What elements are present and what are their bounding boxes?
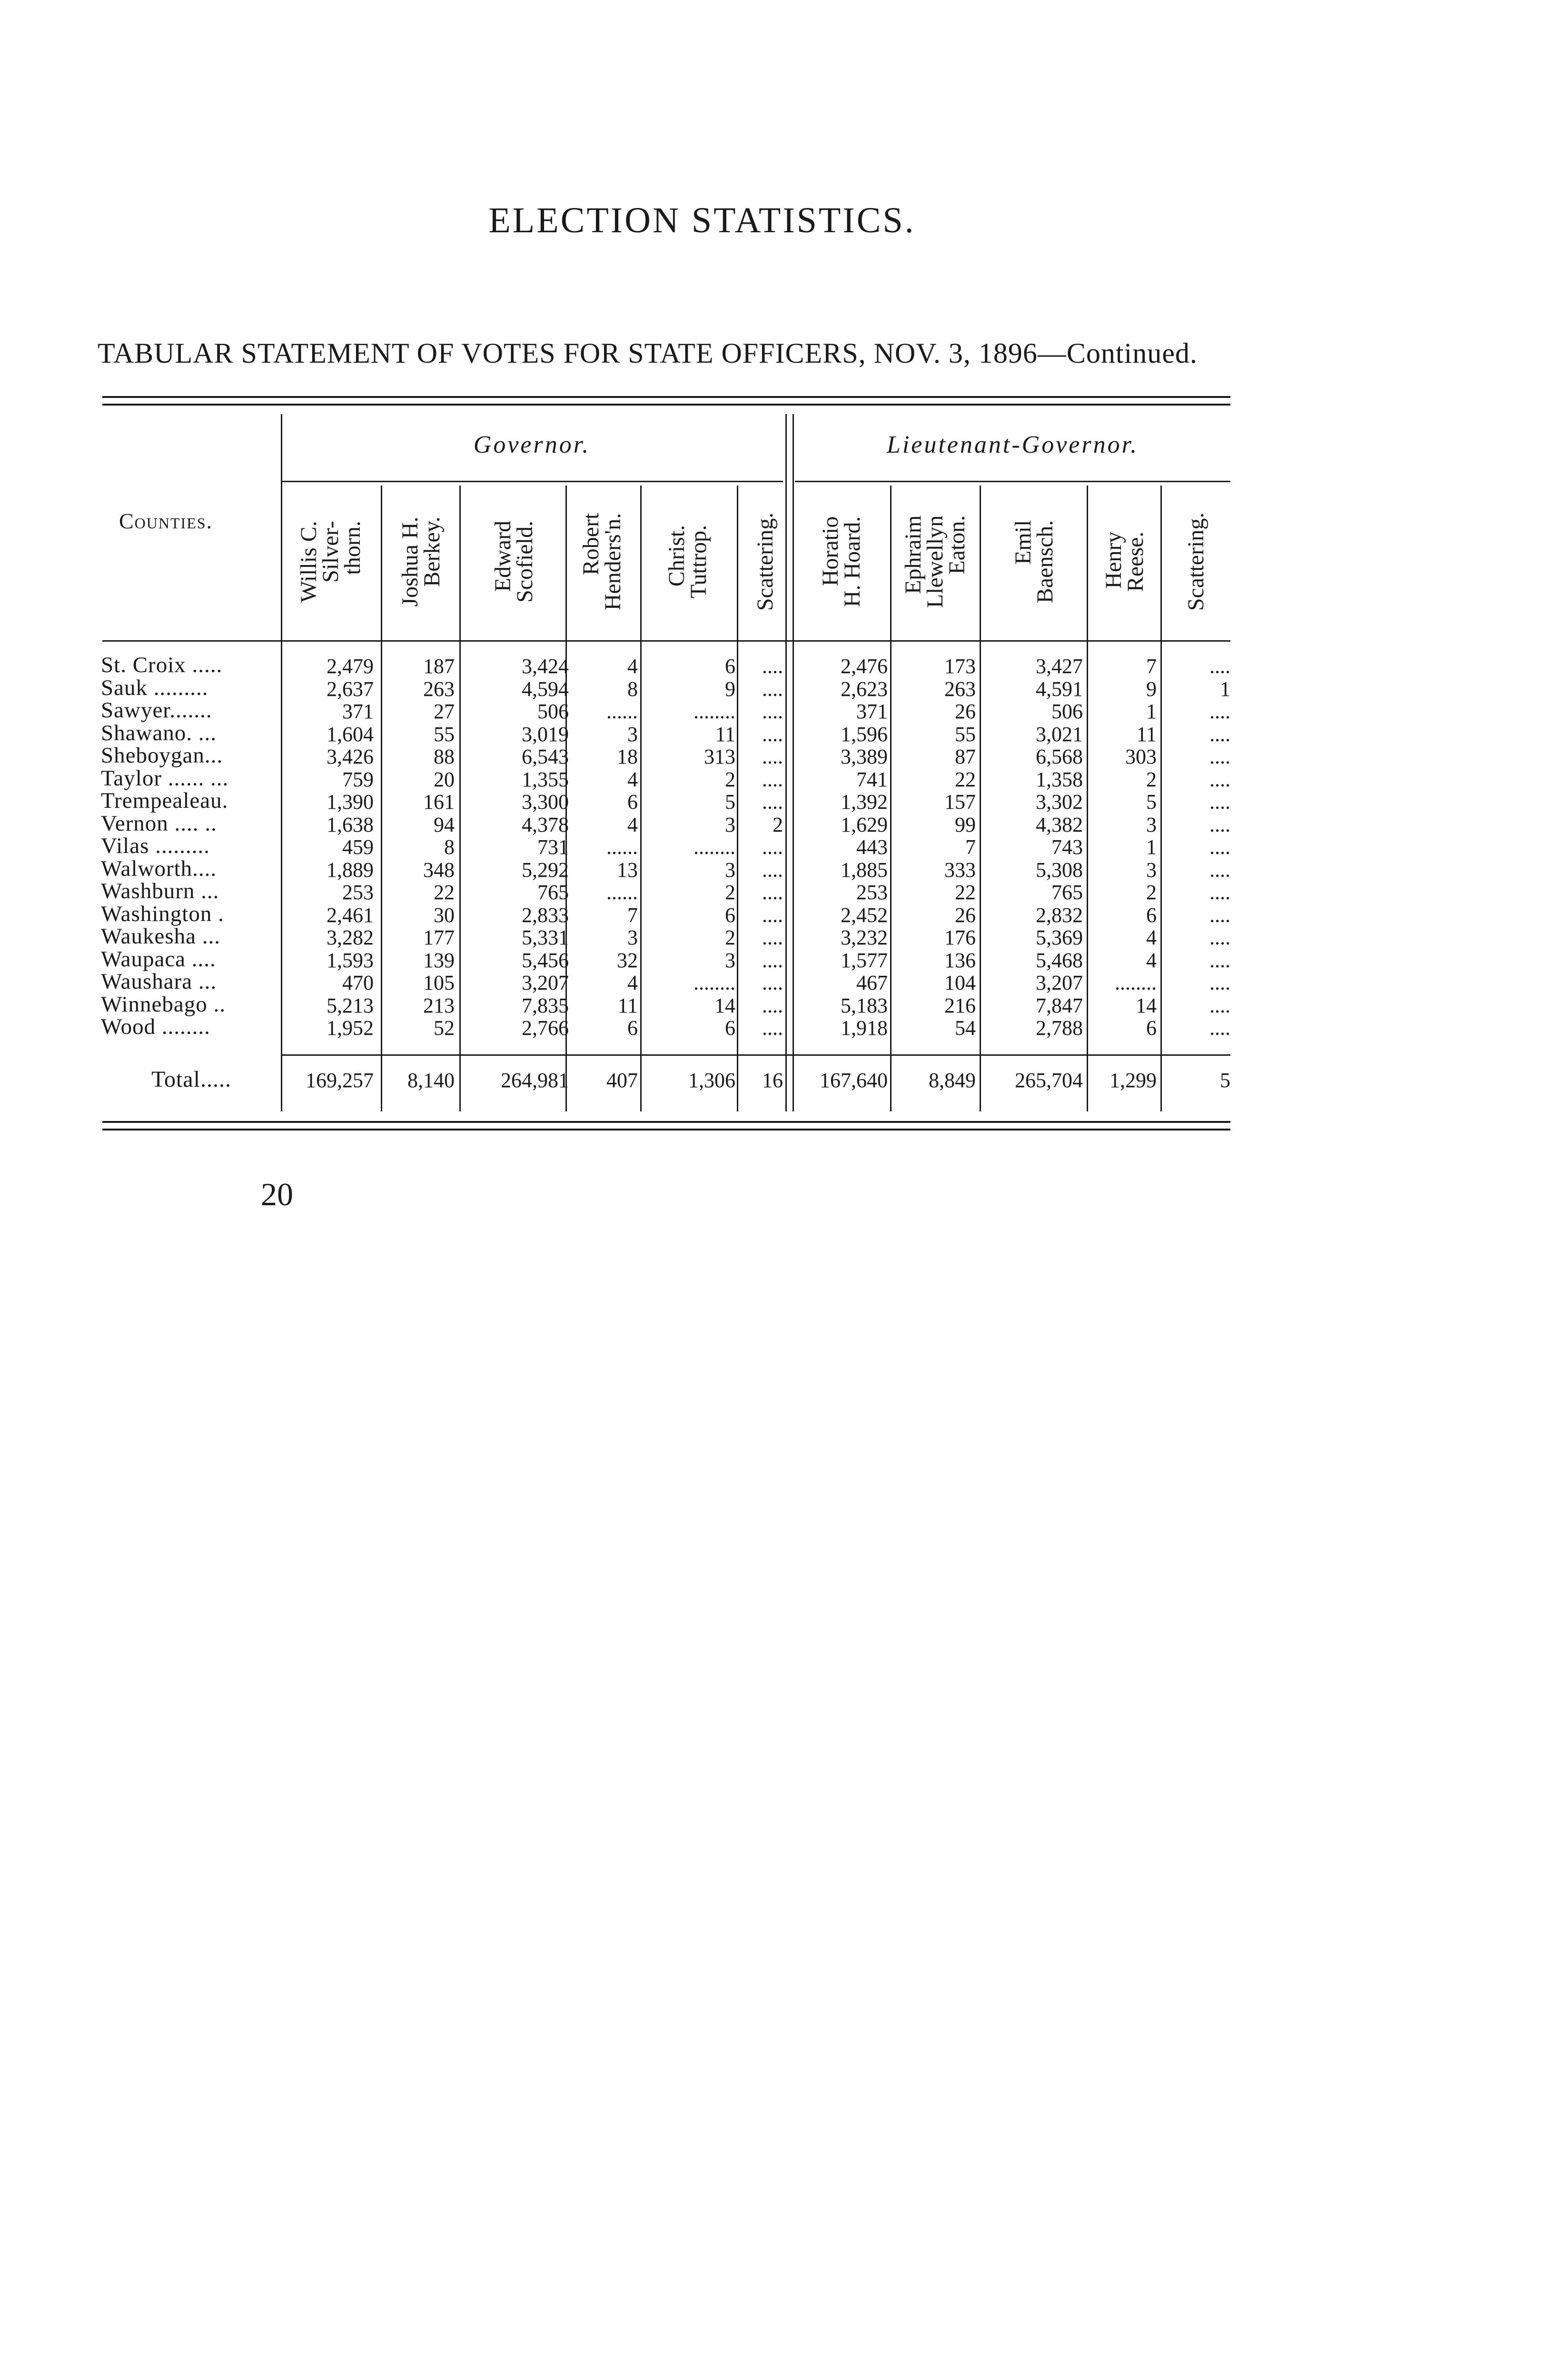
vote-cell: 2 xyxy=(1146,767,1157,791)
vote-cell: 177 xyxy=(423,926,455,949)
column-header-6 xyxy=(738,490,793,633)
vote-cell: 3,282 xyxy=(327,926,374,949)
total-label: Total..... xyxy=(151,1067,231,1092)
vote-cell: ........ xyxy=(694,700,735,723)
vote-cell: 4,382 xyxy=(1036,813,1083,836)
vote-cell: 4,591 xyxy=(1036,677,1083,701)
vote-cell: 7 xyxy=(1146,654,1157,678)
vote-cell: .... xyxy=(762,858,783,882)
column-header-label: Ephraim Llewellyn Eaton. xyxy=(901,515,970,608)
county-name: Walworth.... xyxy=(101,856,217,881)
column-divider xyxy=(1087,486,1088,1111)
vote-cell: 5,331 xyxy=(522,926,569,949)
vote-cell: 9 xyxy=(725,677,735,701)
county-name: Sheboygan... xyxy=(101,743,223,768)
column-header-1 xyxy=(281,490,381,633)
total-cell: 1,306 xyxy=(688,1069,735,1092)
total-cell: 264,981 xyxy=(501,1069,569,1092)
column-header-label: Scattering. xyxy=(752,512,778,611)
vote-cell: 3,207 xyxy=(522,971,569,994)
vote-cell: 2 xyxy=(725,881,735,904)
county-name: Shawano. ... xyxy=(101,720,217,745)
vote-cell: .... xyxy=(762,881,783,904)
vote-cell: 506 xyxy=(537,700,569,723)
column-header-label: Joshua H. Berkey. xyxy=(397,516,445,607)
vote-cell: 313 xyxy=(704,745,735,768)
total-cell: 167,640 xyxy=(820,1069,888,1092)
vote-cell: 213 xyxy=(423,993,455,1017)
vote-cell: 104 xyxy=(944,971,976,994)
column-header-8 xyxy=(890,490,981,633)
column-header-label: Willis C. Silver- thorn. xyxy=(296,521,365,603)
vote-cell: .... xyxy=(1209,700,1230,723)
vote-cell: .... xyxy=(762,700,783,723)
vote-cell: 253 xyxy=(342,881,374,904)
total-cell: 8,140 xyxy=(407,1069,455,1092)
vote-cell: 443 xyxy=(856,835,888,859)
vote-cell: 3,389 xyxy=(841,745,888,768)
vote-cell: 2 xyxy=(725,926,735,949)
vote-cell: 157 xyxy=(944,790,976,813)
vote-cell: ........ xyxy=(694,835,735,859)
vote-cell: 1,604 xyxy=(327,722,374,746)
bottom-rule xyxy=(102,1121,1230,1123)
vote-cell: .... xyxy=(762,790,783,813)
table-title: TABULAR STATEMENT OF VOTES FOR STATE OFFICERS, NOV. 3, 1896—Continued. xyxy=(98,337,1198,369)
vote-cell: 9 xyxy=(1146,677,1157,701)
vote-cell: 467 xyxy=(856,971,888,994)
vote-cell: 26 xyxy=(955,700,976,723)
vote-cell: 1,952 xyxy=(327,1016,374,1040)
county-name: Sauk ......... xyxy=(101,675,208,700)
vote-cell: 2 xyxy=(1146,881,1157,904)
vote-cell: 371 xyxy=(342,700,374,723)
vote-cell: 87 xyxy=(955,745,976,768)
county-name: Washburn ... xyxy=(101,879,219,903)
vote-cell: 1,596 xyxy=(841,722,888,746)
column-header-7 xyxy=(793,490,890,633)
county-name: Washington . xyxy=(101,901,224,926)
vote-cell: 741 xyxy=(856,767,888,791)
vote-cell: 216 xyxy=(944,993,976,1017)
vote-cell: 2 xyxy=(725,767,735,791)
vote-cell: 371 xyxy=(856,700,888,723)
vote-cell: 253 xyxy=(856,881,888,904)
vote-cell: 3,021 xyxy=(1036,722,1083,746)
vote-cell: 506 xyxy=(1051,700,1083,723)
vote-cell: 7 xyxy=(627,903,638,927)
total-cell: 8,849 xyxy=(929,1069,976,1092)
counties-header: Counties. xyxy=(119,509,213,533)
vote-cell: 32 xyxy=(617,948,638,972)
vote-cell: 1,390 xyxy=(327,790,374,813)
column-header-9 xyxy=(981,490,1088,633)
column-divider xyxy=(459,486,461,1111)
column-header-2 xyxy=(381,490,462,633)
column-divider xyxy=(890,486,892,1111)
vote-cell: 2,623 xyxy=(841,677,888,701)
vote-cell: 30 xyxy=(434,903,455,927)
vote-cell: 6 xyxy=(1146,903,1157,927)
vote-cell: 3,426 xyxy=(327,745,374,768)
vote-cell: .... xyxy=(762,767,783,791)
vote-cell: 4,594 xyxy=(522,677,569,701)
vote-cell: 3,019 xyxy=(522,722,569,746)
vote-cell: 139 xyxy=(423,948,455,972)
vote-cell: .... xyxy=(762,993,783,1017)
vote-cell: 11 xyxy=(617,993,638,1017)
vote-cell: 1,885 xyxy=(841,858,888,882)
column-divider xyxy=(281,414,282,1111)
vote-cell: 5,369 xyxy=(1036,926,1083,949)
vote-cell: 1,638 xyxy=(327,813,374,836)
vote-cell: .... xyxy=(1209,948,1230,972)
vote-cell: .... xyxy=(1209,813,1230,836)
vote-cell: .... xyxy=(762,903,783,927)
vote-cell: 3,300 xyxy=(522,790,569,813)
column-divider xyxy=(737,486,738,1111)
vote-cell: .... xyxy=(1209,926,1230,949)
vote-cell: ...... xyxy=(606,835,638,859)
column-header-label: Emil Baensch. xyxy=(1010,520,1058,604)
vote-cell: 14 xyxy=(714,993,735,1017)
vote-cell: 54 xyxy=(955,1016,976,1040)
vote-cell: 743 xyxy=(1051,835,1083,859)
vote-cell: .... xyxy=(1209,835,1230,859)
county-name: Taylor ...... ... xyxy=(101,765,229,791)
vote-cell: 3 xyxy=(627,722,638,746)
column-header-label: Henry Reese. xyxy=(1100,531,1148,592)
governor-group-title: Governor. xyxy=(473,431,591,458)
column-header-5 xyxy=(638,490,738,633)
vote-cell: 2,832 xyxy=(1036,903,1083,927)
vote-cell: 2,833 xyxy=(522,903,569,927)
vote-cell: 4 xyxy=(627,971,638,994)
page-number: 20 xyxy=(261,1176,293,1212)
vote-cell: .... xyxy=(1209,654,1230,678)
total-cell: 5 xyxy=(1220,1069,1230,1092)
vote-cell: 3,232 xyxy=(841,926,888,949)
vote-cell: 3 xyxy=(1146,858,1157,882)
vote-cell: 26 xyxy=(955,903,976,927)
vote-cell: 3 xyxy=(725,858,735,882)
vote-cell: 22 xyxy=(955,881,976,904)
vote-cell: .... xyxy=(1209,790,1230,813)
vote-cell: 4 xyxy=(1146,948,1157,972)
vote-cell: 1,577 xyxy=(841,948,888,972)
vote-cell: 1,593 xyxy=(327,948,374,972)
vote-cell: .... xyxy=(1209,903,1230,927)
vote-cell: 6 xyxy=(725,903,735,927)
vote-cell: 7,847 xyxy=(1036,993,1083,1017)
vote-cell: 333 xyxy=(944,858,976,882)
vote-cell: 4 xyxy=(1146,926,1157,949)
vote-cell: 2,637 xyxy=(327,677,374,701)
top-rule xyxy=(102,396,1230,398)
column-header-10 xyxy=(1088,490,1161,633)
header-rule xyxy=(102,640,1230,642)
vote-cell: 2,461 xyxy=(327,903,374,927)
bottom-rule-2 xyxy=(102,1129,1230,1130)
vote-cell: 55 xyxy=(434,722,455,746)
column-header-label: Horatio H. Hoard. xyxy=(817,516,865,607)
vote-cell: 3,207 xyxy=(1036,971,1083,994)
vote-cell: 4 xyxy=(627,767,638,791)
vote-cell: .... xyxy=(762,971,783,994)
vote-cell: 1 xyxy=(1146,700,1157,723)
vote-cell: 6 xyxy=(725,1016,735,1040)
vote-cell: 1,918 xyxy=(841,1016,888,1040)
vote-cell: 11 xyxy=(1136,722,1157,746)
vote-cell: 4,378 xyxy=(522,813,569,836)
vote-cell: .... xyxy=(762,722,783,746)
vote-cell: 459 xyxy=(342,835,374,859)
total-rule xyxy=(281,1054,1230,1056)
column-divider xyxy=(785,414,787,1111)
vote-cell: 2,452 xyxy=(841,903,888,927)
page-title: ELECTION STATISTICS. xyxy=(488,200,916,240)
vote-cell: 759 xyxy=(342,767,374,791)
column-divider xyxy=(1160,486,1162,1111)
vote-cell: 52 xyxy=(434,1016,455,1040)
vote-cell: .... xyxy=(762,654,783,678)
vote-cell: .... xyxy=(1209,993,1230,1017)
vote-cell: 3,302 xyxy=(1036,790,1083,813)
column-header-label: Edward Scofield. xyxy=(490,521,537,603)
column-header-11 xyxy=(1161,490,1230,633)
total-cell: 169,257 xyxy=(306,1069,374,1092)
vote-cell: 3,427 xyxy=(1036,654,1083,678)
lieutenant-governor-group-title: Lieutenant-Governor. xyxy=(886,431,1139,458)
vote-cell: 3 xyxy=(627,926,638,949)
vote-cell: 5 xyxy=(1146,790,1157,813)
vote-cell: 22 xyxy=(955,767,976,791)
county-name: Winnebago .. xyxy=(101,992,226,1017)
vote-cell: 1,392 xyxy=(841,790,888,813)
vote-cell: .... xyxy=(762,926,783,949)
vote-cell: 88 xyxy=(434,745,455,768)
vote-cell: 5,456 xyxy=(522,948,569,972)
vote-cell: ........ xyxy=(694,971,735,994)
vote-cell: 1,355 xyxy=(522,767,569,791)
vote-cell: ........ xyxy=(1115,971,1157,994)
county-name: Vilas ......... xyxy=(101,833,210,858)
vote-cell: 5,213 xyxy=(327,993,374,1017)
vote-cell: 136 xyxy=(944,948,976,972)
vote-cell: 303 xyxy=(1125,745,1157,768)
vote-cell: 22 xyxy=(434,881,455,904)
vote-cell: 1 xyxy=(1146,835,1157,859)
column-divider xyxy=(640,486,642,1111)
vote-cell: .... xyxy=(1209,971,1230,994)
vote-cell: 470 xyxy=(342,971,374,994)
vote-cell: .... xyxy=(762,835,783,859)
top-rule-2 xyxy=(102,404,1230,406)
vote-cell: 5,183 xyxy=(841,993,888,1017)
vote-cell: 14 xyxy=(1136,993,1157,1017)
vote-cell: 765 xyxy=(537,881,569,904)
vote-cell: .... xyxy=(1209,745,1230,768)
vote-cell: 3 xyxy=(725,813,735,836)
vote-cell: 18 xyxy=(617,745,638,768)
vote-cell: 99 xyxy=(955,813,976,836)
vote-cell: 94 xyxy=(434,813,455,836)
vote-cell: 1,358 xyxy=(1036,767,1083,791)
vote-cell: 6 xyxy=(627,1016,638,1040)
vote-cell: .... xyxy=(762,745,783,768)
vote-cell: 7 xyxy=(965,835,976,859)
vote-cell: 7,835 xyxy=(522,993,569,1017)
county-name: Wood ........ xyxy=(101,1014,210,1039)
column-header-4 xyxy=(566,490,638,633)
county-name: Sawyer....... xyxy=(101,698,212,723)
column-divider xyxy=(793,414,794,1111)
vote-cell: 5 xyxy=(725,790,735,813)
county-name: Vernon .... .. xyxy=(101,811,217,836)
vote-cell: 2,479 xyxy=(327,654,374,678)
vote-cell: 2,766 xyxy=(522,1016,569,1040)
column-header-label: Christ. Tuttrop. xyxy=(664,525,711,599)
column-header-label: Robert Henders'n. xyxy=(578,513,625,611)
county-name: St. Croix ..... xyxy=(101,653,223,677)
vote-cell: 8 xyxy=(627,677,638,701)
vote-cell: 6,543 xyxy=(522,745,569,768)
vote-cell: 187 xyxy=(423,654,455,678)
vote-cell: 173 xyxy=(944,654,976,678)
vote-cell: 765 xyxy=(1051,881,1083,904)
vote-cell: 161 xyxy=(423,790,455,813)
vote-cell: 55 xyxy=(955,722,976,746)
vote-cell: 263 xyxy=(423,677,455,701)
vote-cell: 6,568 xyxy=(1036,745,1083,768)
column-header-label: Scattering. xyxy=(1183,512,1209,611)
vote-cell: .... xyxy=(1209,858,1230,882)
vote-cell: 731 xyxy=(537,835,569,859)
column-divider xyxy=(980,486,981,1111)
group-underline-lieutenant xyxy=(795,481,1230,482)
county-name: Waukesha ... xyxy=(101,924,220,949)
vote-cell: 11 xyxy=(715,722,735,746)
vote-cell: 5,468 xyxy=(1036,948,1083,972)
vote-cell: .... xyxy=(1209,1016,1230,1040)
vote-cell: .... xyxy=(762,948,783,972)
vote-cell: 1 xyxy=(1220,677,1230,701)
vote-cell: 176 xyxy=(944,926,976,949)
vote-cell: 27 xyxy=(434,700,455,723)
vote-cell: 6 xyxy=(725,654,735,678)
vote-cell: ...... xyxy=(606,700,638,723)
vote-cell: 4 xyxy=(627,813,638,836)
vote-cell: .... xyxy=(1209,767,1230,791)
vote-cell: 2,476 xyxy=(841,654,888,678)
vote-cell: 20 xyxy=(434,767,455,791)
vote-cell: 1,629 xyxy=(841,813,888,836)
column-header-3 xyxy=(462,490,566,633)
vote-cell: 3 xyxy=(1146,813,1157,836)
vote-cell: .... xyxy=(1209,881,1230,904)
total-cell: 265,704 xyxy=(1015,1069,1083,1092)
vote-cell: 3,424 xyxy=(522,654,569,678)
total-cell: 407 xyxy=(606,1069,638,1092)
county-name: Waushara ... xyxy=(101,969,217,994)
county-name: Waupaca .... xyxy=(101,946,216,972)
vote-cell: 6 xyxy=(627,790,638,813)
vote-cell: 3 xyxy=(725,948,735,972)
vote-cell: 8 xyxy=(444,835,455,859)
vote-cell: .... xyxy=(1209,722,1230,746)
vote-cell: 13 xyxy=(617,858,638,882)
total-cell: 1,299 xyxy=(1110,1069,1157,1092)
vote-cell: .... xyxy=(762,677,783,701)
vote-cell: 2,788 xyxy=(1036,1016,1083,1040)
vote-cell: .... xyxy=(762,1016,783,1040)
vote-cell: 5,292 xyxy=(522,858,569,882)
vote-cell: 1,889 xyxy=(327,858,374,882)
vote-cell: 4 xyxy=(627,654,638,678)
county-name: Trempealeau. xyxy=(101,788,228,813)
vote-cell: 2 xyxy=(773,813,783,836)
group-underline-governor xyxy=(281,481,783,482)
total-cell: 16 xyxy=(762,1069,783,1092)
vote-cell: 348 xyxy=(423,858,455,882)
vote-cell: 263 xyxy=(944,677,976,701)
vote-cell: 105 xyxy=(423,971,455,994)
vote-cell: 6 xyxy=(1146,1016,1157,1040)
vote-cell: 5,308 xyxy=(1036,858,1083,882)
vote-cell: ...... xyxy=(606,881,638,904)
